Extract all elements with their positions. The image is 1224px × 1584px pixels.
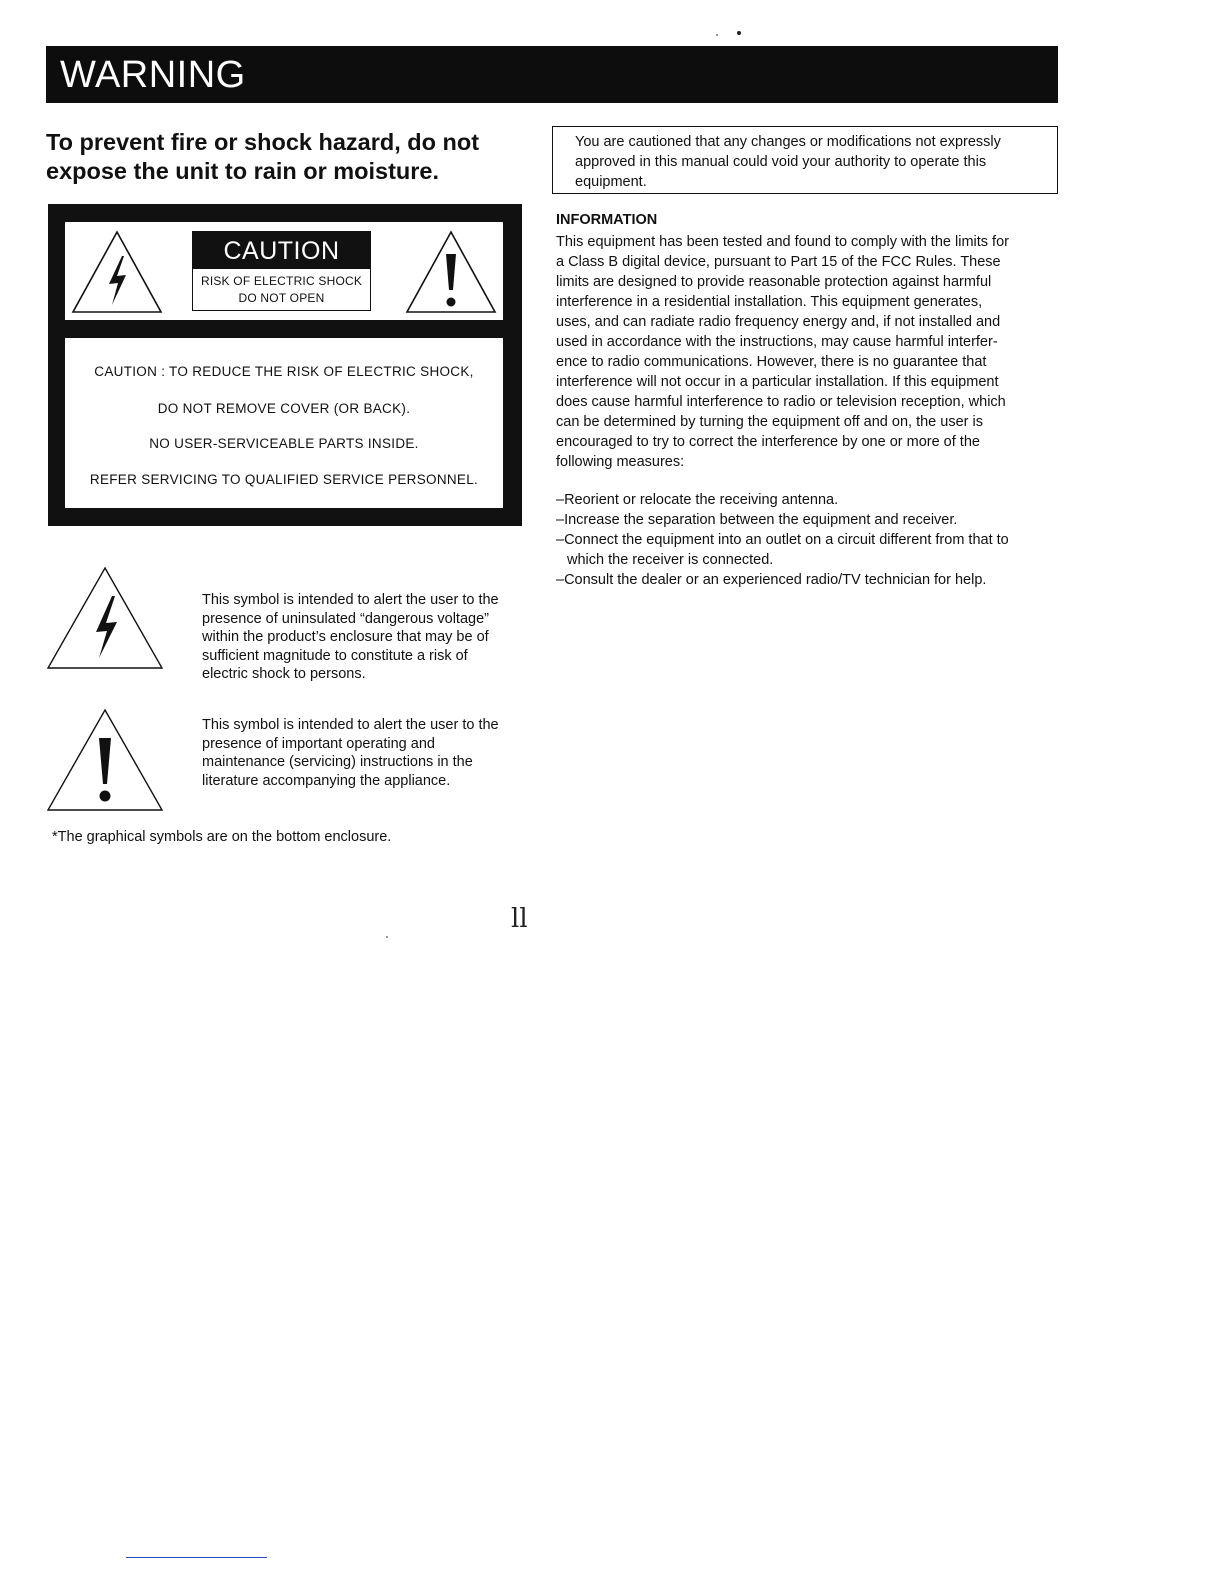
symbol-text-line: This symbol is intended to alert the user to the	[202, 717, 499, 733]
headline-line: expose the unit to rain or moisture.	[46, 158, 440, 184]
scan-speck	[716, 34, 718, 36]
warning-banner	[46, 46, 1058, 103]
risk-line: RISK OF ELECTRIC SHOCK	[200, 274, 363, 288]
page-mark: ll	[511, 904, 528, 934]
information-body	[556, 232, 1056, 472]
symbol-text-line: maintenance (servicing) instructions in the	[202, 754, 473, 771]
scan-speck	[737, 31, 741, 35]
headline-line: To prevent fire or shock hazard, do not	[46, 129, 480, 155]
label-line: REFER SERVICING TO QUALIFIED SERVICE PERSONNEL.	[89, 472, 479, 487]
footnote: *The graphical symbols are on the bottom enclosure.	[52, 829, 392, 845]
info-line: encouraged to try to correct the interference by one or more of the	[556, 434, 980, 450]
symbol-text-line: within the product’s enclosure that may be of	[202, 629, 489, 646]
symbol-text-line: presence of important operating and	[202, 735, 435, 752]
info-line: interference in a residential installation. This equipment generates,	[556, 294, 983, 310]
symbol-text-line: sufficient magnitude to constitute a risk of	[202, 647, 468, 664]
caution-title: CAUTION	[193, 232, 370, 269]
notice-line: approved in this manual could void your authority to operate this	[575, 154, 987, 170]
caution-label-top	[65, 222, 503, 320]
symbol-text-line: electric shock to persons.	[202, 666, 366, 683]
measures-list	[556, 490, 1066, 590]
info-line: interference will not occur in a particular installation. If this equipment	[556, 374, 999, 390]
banner-title: WARNING	[60, 54, 246, 96]
notice-line: You are cautioned that any changes or modifications not expressly	[575, 134, 1001, 150]
symbol-description	[202, 716, 532, 790]
label-line: NO USER-SERVICEABLE PARTS INSIDE.	[149, 436, 419, 451]
measure-item: –Increase the separation between the equipment and receiver.	[556, 512, 958, 528]
risk-line: DO NOT OPEN	[238, 291, 325, 305]
bottom-rule	[126, 1557, 267, 1558]
measure-item: –Connect the equipment into an outlet on a circuit different from that to	[556, 532, 1009, 548]
symbol-text-line: presence of uninsulated “dangerous voltage”	[202, 610, 489, 627]
info-line: following measures:	[556, 454, 685, 470]
info-line: ence to radio communications. However, there is no guarantee that	[556, 354, 987, 370]
symbol-text-line: This symbol is intended to alert the user to the	[202, 592, 499, 608]
lightning-warning-icon	[46, 566, 164, 670]
caution-label	[48, 204, 522, 526]
info-line: a Class B digital device, pursuant to Part 15 of the FCC Rules. These	[556, 254, 1001, 270]
label-line: CAUTION : TO REDUCE THE RISK OF ELECTRIC SHOCK,	[94, 364, 474, 379]
caution-box	[192, 231, 371, 311]
exclamation-warning-icon	[46, 708, 164, 812]
exclamation-warning-icon	[403, 228, 499, 316]
label-line: DO NOT REMOVE COVER (OR BACK).	[157, 401, 411, 416]
info-line: limits are designed to provide reasonable protection against harmful	[556, 274, 992, 290]
info-line: uses, and can radiate radio frequency energy and, if not installed and	[556, 314, 1001, 330]
symbol-description	[202, 591, 532, 684]
symbol-text-line: literature accompanying the appliance.	[202, 772, 451, 789]
measure-item: –Reorient or relocate the receiving antenna.	[556, 492, 839, 508]
notice-line: equipment.	[575, 174, 647, 190]
lightning-warning-icon	[69, 228, 165, 316]
caution-label-bottom	[65, 338, 503, 508]
scan-speck	[386, 936, 388, 938]
info-line: used in accordance with the instructions, may cause harmful interfer-	[556, 334, 998, 350]
info-line: can be determined by turning the equipment off and on, the user is	[556, 414, 983, 430]
info-line: This equipment has been tested and found to comply with the limits for	[556, 234, 1009, 250]
measure-item: –Consult the dealer or an experienced radio/TV technician for help.	[556, 572, 987, 588]
information-heading: INFORMATION	[556, 212, 658, 228]
info-line: does cause harmful interference to radio or television reception, which	[556, 394, 1006, 410]
page-headline	[46, 128, 516, 186]
measure-item-continuation: which the receiver is connected.	[567, 552, 774, 568]
modification-notice	[552, 126, 1058, 194]
